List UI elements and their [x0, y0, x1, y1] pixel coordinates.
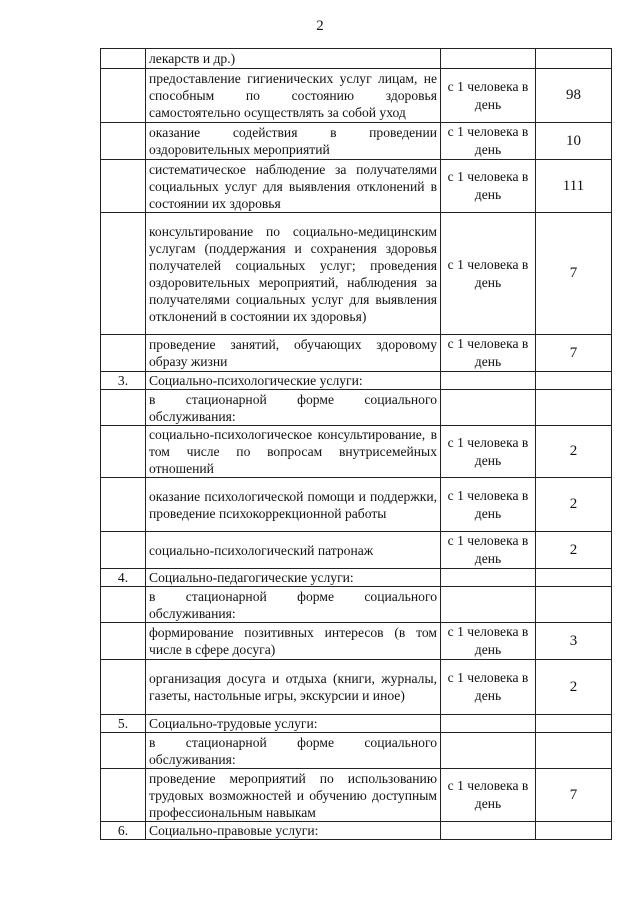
- quantity-cell: [536, 569, 612, 587]
- table-row: [101, 733, 612, 769]
- row-number-cell: [101, 213, 146, 335]
- section-row: [101, 715, 612, 733]
- section-row: [101, 822, 612, 840]
- quantity-cell: [536, 372, 612, 390]
- table-row: [101, 426, 612, 478]
- unit-cell: с 1 человека в день: [441, 69, 536, 123]
- service-description-cell: проведение занятий, обучающих здоровому образу жизни: [146, 335, 441, 372]
- unit-cell: с 1 человека в день: [441, 213, 536, 335]
- quantity-cell: [536, 715, 612, 733]
- table-row: [101, 335, 612, 372]
- quantity-cell: 3: [536, 623, 612, 660]
- unit-cell: с 1 человека в день: [441, 532, 536, 569]
- service-description-cell: организация досуга и отдыха (книги, журналы, газеты, настольные игры, экскурсии и иное): [146, 660, 441, 715]
- row-number-cell: 5.: [101, 715, 146, 733]
- section-title-cell: Социально-правовые услуги:: [146, 822, 441, 840]
- table-row: [101, 123, 612, 160]
- row-number-cell: [101, 335, 146, 372]
- table-row: [101, 769, 612, 822]
- row-number-cell: 6.: [101, 822, 146, 840]
- service-description-cell: систематическое наблюдение за получателями социальных услуг для выявления отклонений в состоянии их здоровья: [146, 160, 441, 213]
- table-row: [101, 69, 612, 123]
- row-number-cell: [101, 426, 146, 478]
- row-number-cell: [101, 49, 146, 69]
- service-description-cell: оказание содействия в проведении оздоровительных мероприятий: [146, 123, 441, 160]
- quantity-cell: 111: [536, 160, 612, 213]
- unit-cell: [441, 715, 536, 733]
- section-title-cell: Социально-педагогические услуги:: [146, 569, 441, 587]
- row-number-cell: [101, 123, 146, 160]
- quantity-cell: 10: [536, 123, 612, 160]
- unit-cell: с 1 человека в день: [441, 769, 536, 822]
- unit-cell: с 1 человека в день: [441, 478, 536, 532]
- service-description-cell: проведение мероприятий по использованию трудовых возможностей и обучению доступным профессиональным навыкам: [146, 769, 441, 822]
- section-row: [101, 569, 612, 587]
- quantity-cell: [536, 390, 612, 426]
- row-number-cell: [101, 478, 146, 532]
- section-title-cell: Социально-трудовые услуги:: [146, 715, 441, 733]
- row-number-cell: [101, 69, 146, 123]
- unit-cell: [441, 49, 536, 69]
- row-number-cell: 4.: [101, 569, 146, 587]
- quantity-cell: 2: [536, 478, 612, 532]
- table-row: [101, 478, 612, 532]
- table-row: [101, 660, 612, 715]
- row-number-cell: 3.: [101, 372, 146, 390]
- row-number-cell: [101, 390, 146, 426]
- service-description-cell: предоставление гигиенических услуг лицам, не способным по состоянию здоровья самостоятельно осуществлять за собой уход: [146, 69, 441, 123]
- service-description-cell: в стационарной форме социального обслуживания:: [146, 733, 441, 769]
- service-description-cell: социально-психологическое консультирование, в том числе по вопросам внутрисемейных отношений: [146, 426, 441, 478]
- table-row: [101, 213, 612, 335]
- quantity-cell: [536, 587, 612, 623]
- row-number-cell: [101, 160, 146, 213]
- row-number-cell: [101, 733, 146, 769]
- unit-cell: с 1 человека в день: [441, 660, 536, 715]
- table-row: [101, 532, 612, 569]
- unit-cell: с 1 человека в день: [441, 335, 536, 372]
- page-number: 2: [316, 18, 324, 34]
- unit-cell: [441, 569, 536, 587]
- unit-cell: [441, 733, 536, 769]
- unit-cell: [441, 390, 536, 426]
- services-table-body: [101, 49, 612, 840]
- service-description-cell: лекарств и др.): [146, 49, 441, 69]
- unit-cell: [441, 372, 536, 390]
- quantity-cell: [536, 49, 612, 69]
- row-number-cell: [101, 769, 146, 822]
- service-description-cell: в стационарной форме социального обслуживания:: [146, 587, 441, 623]
- section-row: [101, 372, 612, 390]
- row-number-cell: [101, 532, 146, 569]
- services-table: [100, 48, 612, 840]
- unit-cell: с 1 человека в день: [441, 123, 536, 160]
- row-number-cell: [101, 660, 146, 715]
- quantity-cell: 7: [536, 335, 612, 372]
- service-description-cell: социально-психологический патронаж: [146, 532, 441, 569]
- quantity-cell: 7: [536, 213, 612, 335]
- row-number-cell: [101, 623, 146, 660]
- table-row: [101, 390, 612, 426]
- table-row: [101, 587, 612, 623]
- quantity-cell: 7: [536, 769, 612, 822]
- unit-cell: с 1 человека в день: [441, 426, 536, 478]
- table-row: [101, 160, 612, 213]
- service-description-cell: формирование позитивных интересов (в том числе в сфере досуга): [146, 623, 441, 660]
- service-description-cell: оказание психологической помощи и поддержки, проведение психокоррекционной работы: [146, 478, 441, 532]
- table-row: [101, 49, 612, 69]
- row-number-cell: [101, 587, 146, 623]
- quantity-cell: 2: [536, 532, 612, 569]
- quantity-cell: 2: [536, 660, 612, 715]
- quantity-cell: 2: [536, 426, 612, 478]
- unit-cell: [441, 822, 536, 840]
- unit-cell: с 1 человека в день: [441, 160, 536, 213]
- quantity-cell: [536, 733, 612, 769]
- service-description-cell: в стационарной форме социального обслуживания:: [146, 390, 441, 426]
- quantity-cell: [536, 822, 612, 840]
- unit-cell: [441, 587, 536, 623]
- section-title-cell: Социально-психологические услуги:: [146, 372, 441, 390]
- quantity-cell: 98: [536, 69, 612, 123]
- service-description-cell: консультирование по социально-медицинским услугам (поддержания и сохранения здоровья получателей социальных услуг; проведения оздоровительных мероприятий, наблюдения за получателями социальных услуг для выявления отклонений в состоянии их здоровья): [146, 213, 441, 335]
- table-row: [101, 623, 612, 660]
- unit-cell: с 1 человека в день: [441, 623, 536, 660]
